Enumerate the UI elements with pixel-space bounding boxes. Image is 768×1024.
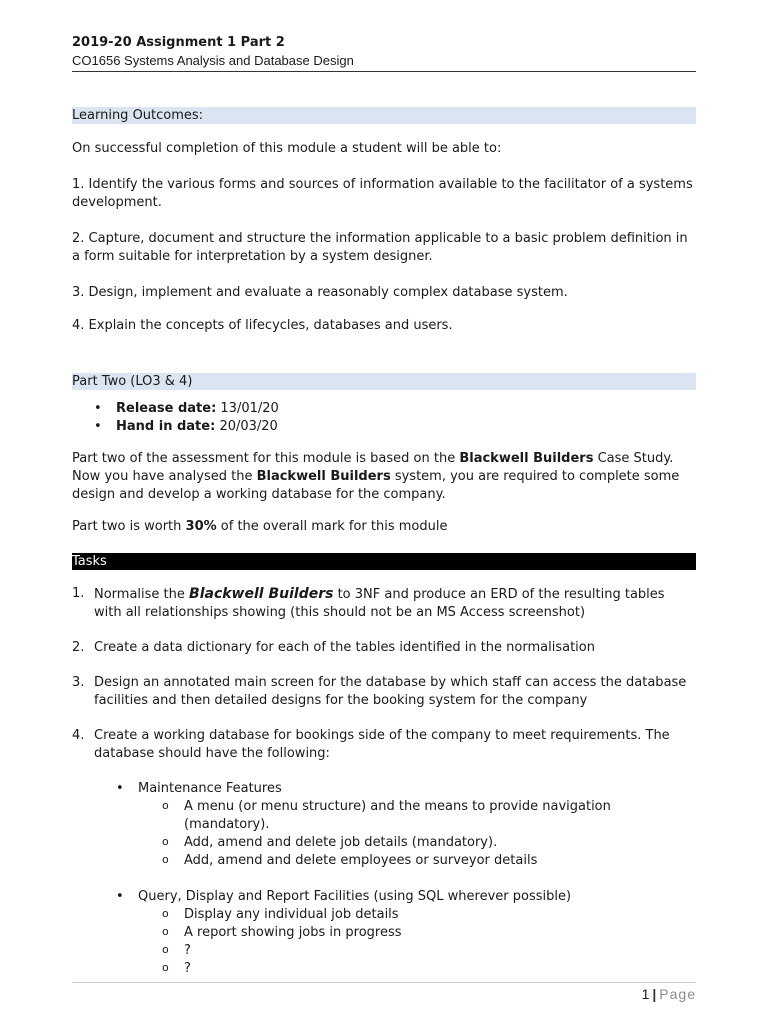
task-4 [72,727,696,978]
release-date-label: Release date: [116,401,217,416]
list-item: o A report showing jobs in progress [162,924,696,942]
text-run: Part two of the assessment for this module is based on the [72,451,460,466]
learning-outcome-3: 3. Design, implement and evaluate a reasonably complex database system. [72,285,568,300]
task-number: 2. [72,640,85,655]
text-run: Part two is worth [72,519,186,534]
feature-group-label: Query, Display and Report Facilities (using SQL wherever possible) [138,889,572,904]
footer-separator: | [652,986,657,1002]
learning-outcome-2: 2. Capture, document and structure the information applicable to a basic problem definition in a form suitable for interpretation by a system designer. [72,231,688,264]
list-item: o Add, amend and delete employees or surveyor details [162,852,696,870]
hand-in-date-label: Hand in date: [116,419,216,434]
case-study-name: Blackwell Builders [256,469,391,484]
task-text: Create a working database for bookings side of the company to meet requirements. The database should have the following: [94,728,670,761]
list-item: o ? [162,942,696,960]
list-item: o Display any individual job details [162,906,696,924]
part-two-section [72,373,696,536]
learning-outcomes-intro: On successful completion of this module a student will be able to: [72,141,502,156]
task-text: Design an annotated main screen for the database by which staff can access the database facilities and then detailed designs for the booking system for the company [94,675,687,708]
query-items [138,906,696,978]
task-2 [72,639,696,657]
course-title: CO1656 Systems Analysis and Database Design [72,53,354,68]
list-item: o A menu (or menu structure) and the means to provide navigation (mandatory). [162,798,696,834]
list-item: o ? [162,960,696,978]
text-run: of the overall mark for this module [216,519,448,534]
learning-outcome-4: 4. Explain the concepts of lifecycles, databases and users. [72,318,453,333]
case-study-name: Blackwell Builders [189,586,334,602]
case-study-name: Blackwell Builders [459,451,594,466]
page-label: Page [659,986,696,1002]
page-footer [72,982,696,1003]
text-run: Case Study. Now you have analysed the [72,451,674,484]
part-two-heading: Part Two (LO3 & 4) [72,373,696,390]
maintenance-features [116,780,696,870]
page-header [72,34,696,72]
text-run: Normalise the [94,587,190,602]
page-number: 1 [641,986,650,1002]
task-4-features [116,780,696,978]
tasks-list [72,585,696,978]
feature-group-label: Maintenance Features [138,781,282,796]
part-two-weight [72,518,696,536]
tasks-section [72,553,696,978]
query-features [116,888,696,978]
text-run: system, you are required to complete some design and develop a working database for the company. [72,469,680,502]
task-1 [72,585,696,622]
task-text: Create a data dictionary for each of the tables identified in the normalisation [94,640,595,655]
task-number: 1. [72,586,85,601]
tasks-heading: Tasks [72,553,696,570]
learning-outcomes-section [72,107,696,335]
list-item: o Add, amend and delete job details (mandatory). [162,834,696,852]
document-page [72,34,696,996]
release-date-value: 13/01/20 [220,401,279,416]
text-run: to 3NF and produce an ERD of the resulting tables with all relationships showing (this should not be an MS Access screenshot) [94,587,665,620]
hand-in-date-value: 20/03/20 [219,419,278,434]
maintenance-items [138,798,696,870]
task-number: 4. [72,728,85,743]
dates-list [72,400,696,436]
hand-in-date-item [94,418,696,436]
task-3 [72,674,696,710]
assignment-title: 2019-20 Assignment 1 Part 2 [72,35,285,50]
task-number: 3. [72,675,85,690]
learning-outcome-1: 1. Identify the various forms and sources of information available to the facilitator of a systems development. [72,177,693,210]
learning-outcomes-heading: Learning Outcomes: [72,107,696,124]
release-date-item [94,400,696,418]
weight-percent: 30% [185,519,217,534]
part-two-description [72,450,696,504]
